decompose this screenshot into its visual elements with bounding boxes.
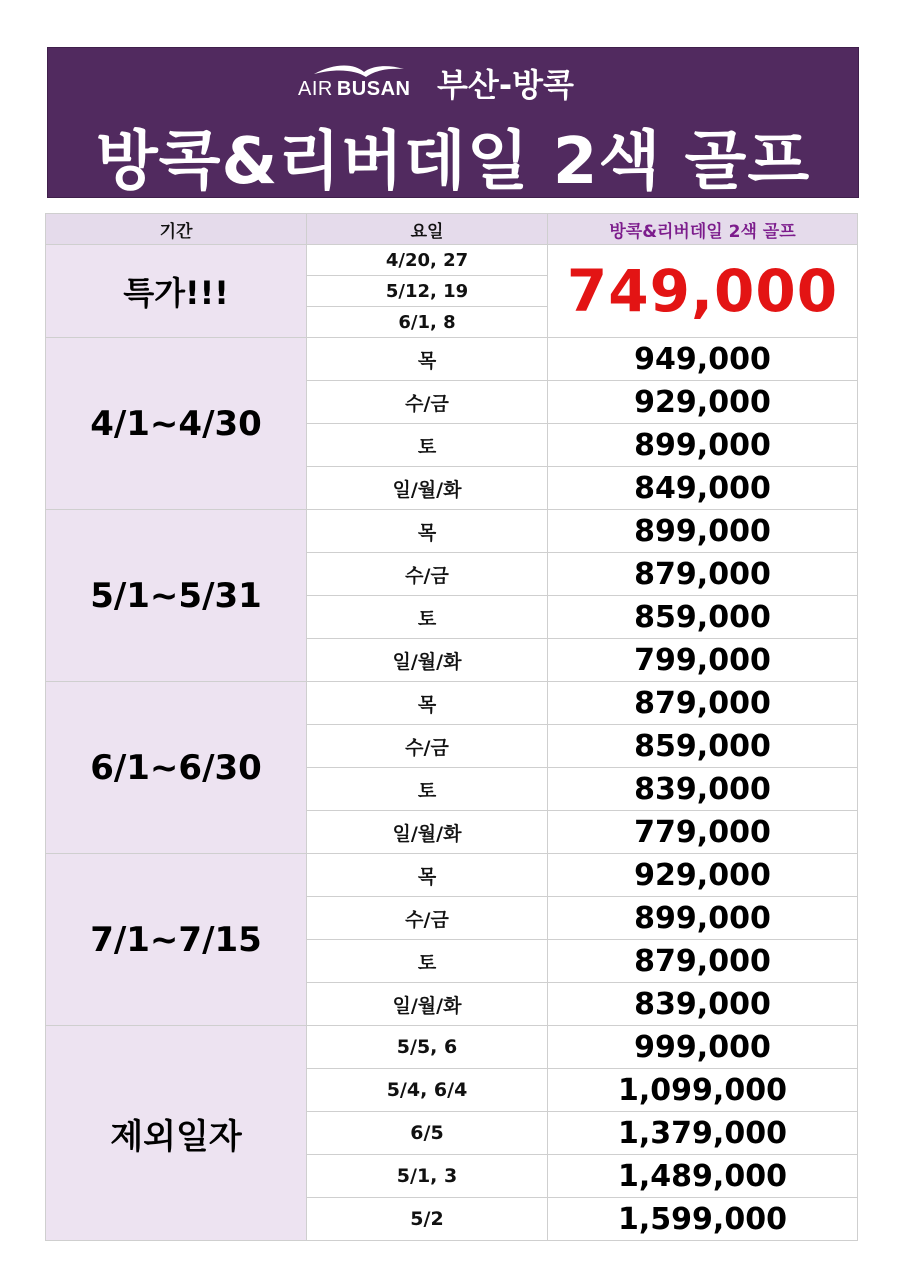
period-label: 7/1~7/15 [46, 854, 307, 1026]
price-cell: 839,000 [548, 768, 858, 811]
price-cell: 899,000 [548, 510, 858, 553]
column-header-day: 요일 [307, 214, 548, 245]
table-row [46, 854, 858, 897]
special-date: 5/12, 19 [307, 276, 548, 307]
column-header-period: 기간 [46, 214, 307, 245]
price-cell: 879,000 [548, 682, 858, 725]
table-row [46, 338, 858, 381]
day-cell: 수/금 [307, 553, 548, 596]
price-table [45, 213, 858, 1241]
price-cell: 999,000 [548, 1026, 858, 1069]
table-row [46, 510, 858, 553]
price-cell: 949,000 [548, 338, 858, 381]
table-row [46, 682, 858, 725]
price-cell: 839,000 [548, 983, 858, 1026]
day-cell: 5/5, 6 [307, 1026, 548, 1069]
price-cell: 799,000 [548, 639, 858, 682]
day-cell: 목 [307, 682, 548, 725]
special-date: 6/1, 8 [307, 307, 548, 338]
day-cell: 토 [307, 424, 548, 467]
package-title: 방콕&리버데일 2색 골프 [95, 125, 811, 199]
special-price: 749,000 [548, 245, 858, 338]
route-label: 부산-방콕 [437, 66, 574, 104]
price-cell: 879,000 [548, 553, 858, 596]
day-cell: 목 [307, 338, 548, 381]
airline-name: BUSAN [336, 78, 411, 100]
day-cell: 목 [307, 854, 548, 897]
price-cell: 1,099,000 [548, 1069, 858, 1112]
day-cell: 목 [307, 510, 548, 553]
price-cell: 1,379,000 [548, 1112, 858, 1155]
day-cell: 토 [307, 940, 548, 983]
table-row [46, 1026, 858, 1069]
day-cell: 일/월/화 [307, 639, 548, 682]
day-cell: 수/금 [307, 381, 548, 424]
special-date: 4/20, 27 [307, 245, 548, 276]
price-cell: 859,000 [548, 725, 858, 768]
period-label: 제외일자 [46, 1026, 307, 1241]
day-cell: 수/금 [307, 725, 548, 768]
day-cell: 일/월/화 [307, 467, 548, 510]
day-cell: 토 [307, 596, 548, 639]
special-row [46, 245, 858, 276]
price-cell: 929,000 [548, 854, 858, 897]
day-cell: 6/5 [307, 1112, 548, 1155]
price-cell: 879,000 [548, 940, 858, 983]
day-cell: 5/4, 6/4 [307, 1069, 548, 1112]
day-cell: 일/월/화 [307, 983, 548, 1026]
airline-wordmark [298, 78, 410, 101]
air-busan-logo [298, 60, 413, 102]
price-cell: 899,000 [548, 424, 858, 467]
period-label: 6/1~6/30 [46, 682, 307, 854]
column-header-package: 방콕&리버데일 2색 골프 [548, 214, 858, 245]
price-cell: 859,000 [548, 596, 858, 639]
day-cell: 5/1, 3 [307, 1155, 548, 1198]
price-cell: 899,000 [548, 897, 858, 940]
price-cell: 929,000 [548, 381, 858, 424]
day-cell: 일/월/화 [307, 811, 548, 854]
price-cell: 1,489,000 [548, 1155, 858, 1198]
period-label: 4/1~4/30 [46, 338, 307, 510]
title-banner [47, 47, 859, 198]
day-cell: 토 [307, 768, 548, 811]
price-cell: 849,000 [548, 467, 858, 510]
airline-prefix: AIR [298, 78, 333, 100]
day-cell: 5/2 [307, 1198, 548, 1241]
special-label: 특가!!! [46, 245, 307, 338]
period-label: 5/1~5/31 [46, 510, 307, 682]
price-cell: 779,000 [548, 811, 858, 854]
table-header-row [46, 214, 858, 245]
day-cell: 수/금 [307, 897, 548, 940]
price-cell: 1,599,000 [548, 1198, 858, 1241]
